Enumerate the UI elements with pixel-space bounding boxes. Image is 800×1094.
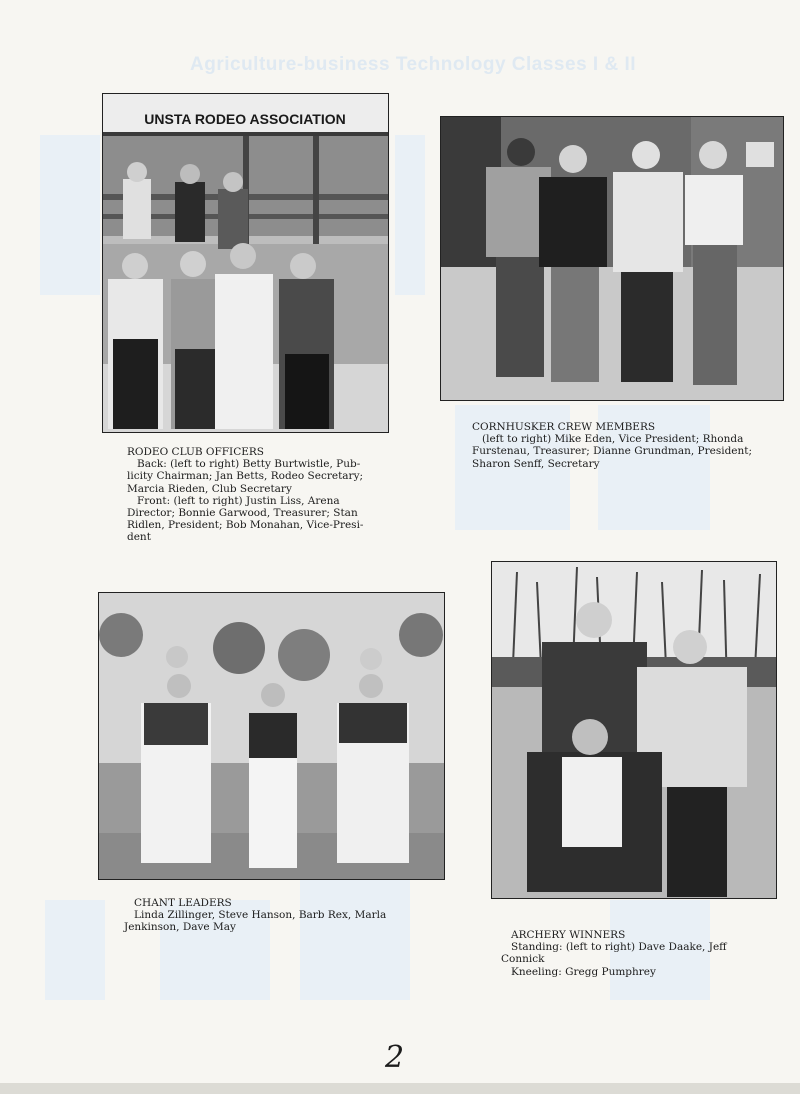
show-through-block	[45, 900, 105, 1000]
cornhusker-caption	[472, 421, 772, 470]
show-through-block	[40, 135, 100, 295]
show-through-heading: Agriculture-business Technology Classes I & II	[190, 54, 637, 75]
chant-caption	[124, 897, 424, 934]
archery-caption	[501, 929, 781, 978]
caption-line: Back: (left to right) Betty Burtwistle, Pub-	[137, 458, 361, 471]
caption-line: licity Chairman; Jan Betts, Rodeo Secretary;	[127, 470, 364, 483]
cornhusker-crew-photo	[440, 116, 784, 401]
caption-line: Sharon Senff, Secretary	[472, 457, 600, 470]
chant-leaders-photo	[98, 592, 445, 880]
caption-line: Linda Zillinger, Steve Hanson, Barb Rex, Marla	[134, 909, 387, 922]
page-bottom-edge	[0, 1083, 800, 1094]
caption-line: Front: (left to right) Justin Liss, Arena	[137, 494, 340, 507]
cornhusker-caption-title: CORNHUSKER CREW MEMBERS	[472, 421, 656, 433]
caption-line: Marcia Rieden, Club Secretary	[127, 482, 292, 495]
show-through-block	[395, 135, 425, 295]
rodeo-sign-text: UNSTA RODEO ASSOCIATION	[144, 111, 346, 127]
caption-line: Ridlen, President; Bob Monahan, Vice-Presi-	[127, 519, 364, 532]
caption-line: Jenkinson, Dave May	[124, 921, 236, 934]
rodeo-club-photo	[102, 93, 389, 433]
archery-caption-title: ARCHERY WINNERS	[511, 929, 626, 941]
chant-caption-title: CHANT LEADERS	[134, 897, 232, 909]
page-number: 2	[385, 1040, 405, 1075]
caption-line: Kneeling: Gregg Pumphrey	[511, 965, 656, 978]
caption-line: dent	[127, 531, 151, 544]
caption-line: (left to right) Mike Eden, Vice President; Rhonda	[482, 433, 744, 446]
caption-line: Connick	[501, 953, 545, 966]
rodeo-caption-title: RODEO CLUB OFFICERS	[127, 446, 265, 458]
caption-line: Director; Bonnie Garwood, Treasurer; Stan	[127, 507, 358, 520]
rodeo-caption	[127, 446, 377, 544]
caption-line: Furstenau, Treasurer; Dianne Grundman, President;	[472, 445, 753, 458]
caption-line: Standing: (left to right) Dave Daake, Jeff	[511, 941, 727, 954]
archery-winners-photo	[491, 561, 777, 899]
